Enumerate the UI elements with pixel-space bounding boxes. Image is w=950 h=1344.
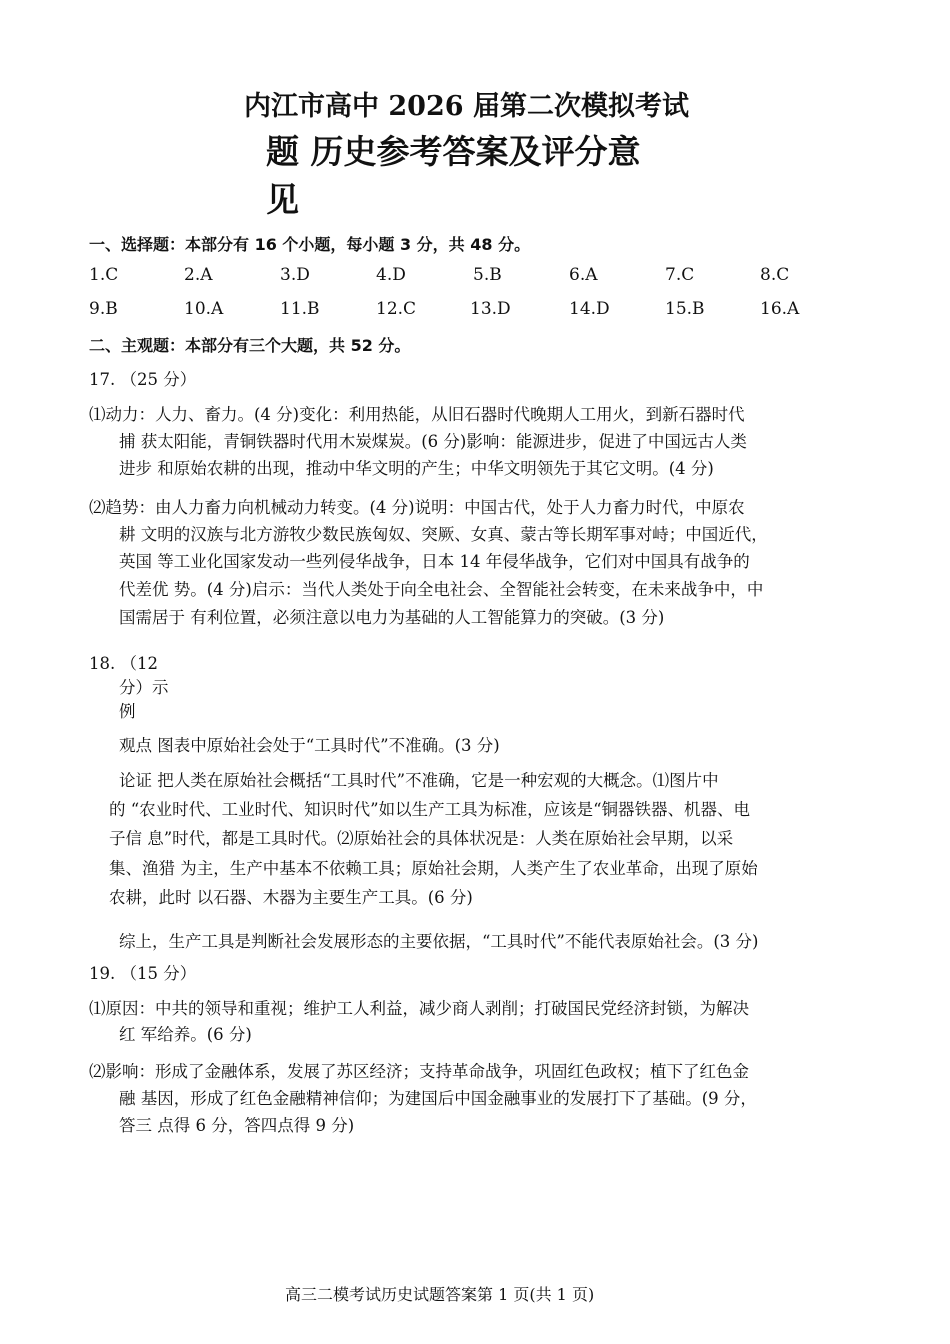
q18-label-line: 例 <box>119 702 136 721</box>
q19-part2-line: 答三 点得 6 分，答四点得 9 分) <box>119 1116 355 1135</box>
q17-part2-line: 耕 文明的汉族与北方游牧少数民族匈奴、突厥、女真、蒙古等长期军事对峙；中国近代， <box>119 525 768 544</box>
answer-item: 3.D <box>280 265 310 285</box>
answer-item: 16.A <box>760 299 800 319</box>
answer-item: 14.D <box>569 299 610 319</box>
q19-part2-line: ⑵影响：形成了金融体系，发展了苏区经济；支持革命战争，巩固红色政权；植下了红色金 <box>89 1062 749 1081</box>
answer-item: 13.D <box>470 299 511 319</box>
q19-part2-line: 融 基因，形成了红色金融精神信仰；为建国后中国金融事业的发展打下了基础。(9 分， <box>119 1089 757 1108</box>
q17-part1-line: 进步 和原始农耕的出现，推动中华文明的产生；中华文明领先于其它文明。(4 分) <box>119 459 714 478</box>
page-title-line3: 见 <box>266 180 299 219</box>
section2-heading: 二、主观题：本部分有三个大题，共 52 分。 <box>89 336 411 355</box>
q17-part1-line: ⑴动力：人力、畜力。(4 分)变化：利用热能，从旧石器时代晚期人工用火，到新石器时代 <box>89 405 745 424</box>
answer-item: 6.A <box>569 265 598 285</box>
answer-item: 11.B <box>280 299 320 319</box>
answer-item: 10.A <box>184 299 224 319</box>
page-title-line2: 题 历史参考答案及评分意 <box>266 132 641 171</box>
answer-item: 5.B <box>473 265 502 285</box>
answer-item: 15.B <box>665 299 705 319</box>
q17-part2-line: ⑵趋势：由人力畜力向机械动力转变。(4 分)说明：中国古代，处于人力畜力时代，中原农 <box>89 498 745 517</box>
q19-label: 19. （15 分） <box>89 964 197 983</box>
answer-item: 12.C <box>376 299 417 319</box>
page-title-line1: 内江市高中 2026 届第二次模拟考试 <box>244 91 689 122</box>
answer-item: 7.C <box>665 265 695 285</box>
q19-part1-line: ⑴原因：中共的领导和重视；维护工人利益，减少商人剥削；打破国民党经济封锁，为解决 <box>89 999 749 1018</box>
section1-heading: 一、选择题：本部分有 16 个小题，每小题 3 分，共 48 分。 <box>89 235 531 254</box>
q17-part1-line: 捕 获太阳能，青铜铁器时代用木炭煤炭。(6 分)影响：能源进步，促进了中国远古人类 <box>119 432 747 451</box>
q18-argument-line: 农耕，此时 以石器、木器为主要生产工具。(6 分) <box>109 888 473 907</box>
q18-conclusion: 综上，生产工具是判断社会发展形态的主要依据，“工具时代”不能代表原始社会。(3 分) <box>119 932 759 951</box>
answer-item: 9.B <box>89 299 118 319</box>
q18-argument-line: 论证 把人类在原始社会概括“工具时代”不准确，它是一种宏观的大概念。⑴图片中 <box>119 771 719 790</box>
q17-part2-line: 国需居于 有利位置，必须注意以电力为基础的人工智能算力的突破。(3 分) <box>119 608 665 627</box>
answer-item: 1.C <box>89 265 119 285</box>
q18-argument-line: 集、渔猎 为主，生产中基本不依赖工具；原始社会期，人类产生了农业革命，出现了原始 <box>109 859 758 878</box>
q18-viewpoint: 观点 图表中原始社会处于“工具时代”不准确。(3 分) <box>119 736 500 755</box>
answer-item: 2.A <box>184 265 213 285</box>
q19-part1-line: 红 军给养。(6 分) <box>119 1025 252 1044</box>
q18-label-line: 分）示 <box>119 678 169 697</box>
answer-item: 8.C <box>760 265 790 285</box>
q18-argument-line: 的 “农业时代、工业时代、知识时代”如以生产工具为标准，应该是“铜器铁器、机器、电 <box>109 800 751 819</box>
q17-part2-line: 代差优 势。(4 分)启示：当代人类处于向全电社会、全智能社会转变，在未来战争中，中 <box>119 580 764 599</box>
q18-label-line: 18. （12 <box>89 654 158 673</box>
q18-argument-line: 子信 息”时代，都是工具时代。⑵原始社会的具体状况是：人类在原始社会早期，以采 <box>109 829 734 848</box>
q17-label: 17. （25 分） <box>89 370 197 389</box>
page-footer: 高三二模考试历史试题答案第 1 页(共 1 页) <box>285 1285 595 1304</box>
answer-item: 4.D <box>376 265 406 285</box>
q17-part2-line: 英国 等工业化国家发动一些列侵华战争，日本 14 年侵华战争，它们对中国具有战争的 <box>119 552 750 571</box>
